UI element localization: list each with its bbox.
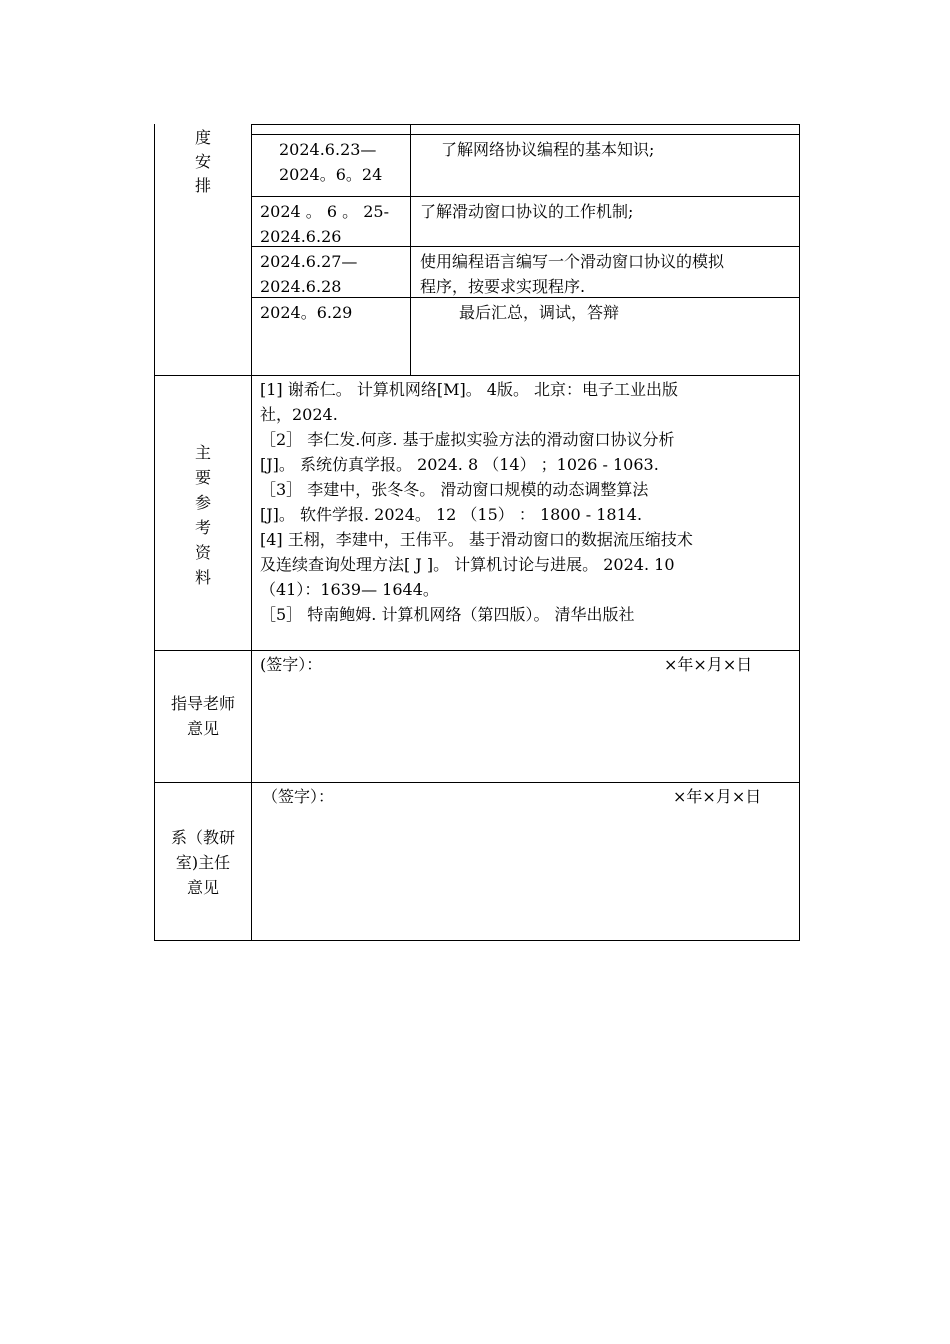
schedule-task-1: 了解网络协议编程的基本知识; xyxy=(441,140,655,159)
schedule-task-3: 使用编程语言编写一个滑动窗口协议的模拟 程序，按要求实现程序. xyxy=(420,252,725,296)
advisor-label: 指导老师 意见 xyxy=(170,694,235,738)
reference-line: 社，2024. xyxy=(260,405,338,424)
reference-line: ［5］ 特南鲍姆. 计算机网络（第四版）。 清华出版社 xyxy=(260,605,635,624)
schedule-date-1: 2024.6.23— 2024。6。24 xyxy=(279,140,383,184)
section-divider xyxy=(154,782,800,783)
reference-line: [J]。 系统仿真学报。 2024. 8 （14） ；1026 - 1063. xyxy=(260,455,659,474)
schedule-row-line xyxy=(251,134,800,135)
advisor-date: ×年×月×日 xyxy=(664,655,753,674)
reference-line: [1] 谢希仁。 计算机网络[M]。 4版。 北京：电子工业出版 xyxy=(260,380,679,399)
schedule-date-4: 2024。6.29 xyxy=(260,303,353,322)
schedule-label: 度 安 排 xyxy=(194,128,211,195)
schedule-task-2: 了解滑动窗口协议的工作机制; xyxy=(420,202,634,221)
advisor-sign: (签字）： xyxy=(260,655,323,674)
schedule-task-4: 最后汇总，调试，答辩 xyxy=(459,303,620,322)
schedule-row-line xyxy=(251,196,800,197)
department-date: ×年×月×日 xyxy=(673,787,762,806)
reference-line: 及连续查询处理方法[ J ]。 计算机讨论与进展。 2024. 10 xyxy=(260,555,675,574)
reference-line: （41）：1639— 1644。 xyxy=(260,580,439,599)
reference-line: [4] 王栩，李建中，王伟平。 基于滑动窗口的数据流压缩技术 xyxy=(260,530,693,549)
department-label: 系（教研 室)主任 意见 xyxy=(170,828,235,897)
schedule-header-line xyxy=(251,124,800,125)
section-divider xyxy=(154,375,800,376)
reference-line: ［2］ 李仁发.何彦. 基于虚拟实验方法的滑动窗口协议分析 xyxy=(260,430,675,449)
reference-list xyxy=(260,377,693,627)
schedule-date-3: 2024.6.27— 2024.6.28 xyxy=(260,252,358,296)
schedule-date-2: 2024 。 6 。 25- 2024.6.26 xyxy=(260,202,390,246)
date-column-divider xyxy=(410,124,411,376)
reference-line: ［3］ 李建中，张冬冬。 滑动窗口规模的动态调整算法 xyxy=(260,480,649,499)
department-sign: （签字）： xyxy=(262,787,335,806)
section-divider xyxy=(154,650,800,651)
references-label: 主 要 参 考 资 料 xyxy=(194,443,211,587)
reference-line: [J]。 软件学报. 2024。 12 （15） ： 1800 - 1814. xyxy=(260,505,643,524)
